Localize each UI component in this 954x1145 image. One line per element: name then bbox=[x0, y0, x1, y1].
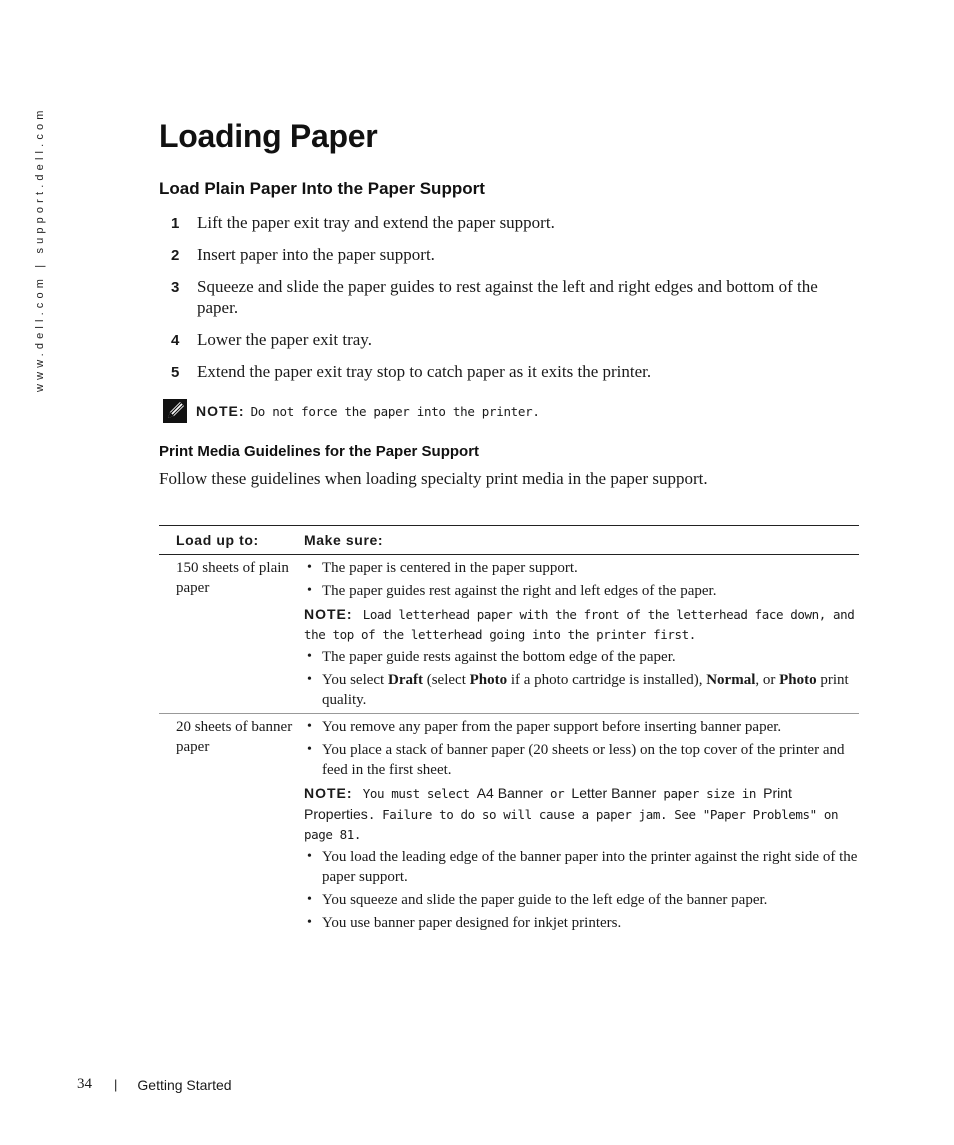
table-note: NOTE: You must select A4 Banner or Letter Banner paper size in Print Properties. Failure to do so will cause a paper jam. See "Paper Problems" on page 81. bbox=[304, 785, 839, 842]
make-sure-cell bbox=[304, 558, 859, 713]
step-number: 2 bbox=[171, 247, 180, 264]
note-pencil-icon bbox=[163, 399, 187, 423]
load-cell: 20 sheets of banner paper bbox=[176, 719, 293, 755]
section-name: Getting Started bbox=[137, 1076, 232, 1093]
list-item: • The paper is centered in the paper support. bbox=[304, 558, 859, 578]
side-url: www.dell.com | support.dell.com bbox=[34, 106, 46, 392]
subheading: Print Media Guidelines for the Paper Support bbox=[159, 443, 480, 460]
note-label: NOTE: bbox=[196, 403, 245, 419]
step-text: Extend the paper exit tray stop to catch paper as it exits the printer. bbox=[197, 362, 652, 381]
step-number: 1 bbox=[171, 215, 180, 232]
intro-paragraph: Follow these guidelines when loading specialty print media in the paper support. bbox=[159, 469, 708, 488]
note-label: NOTE: bbox=[304, 785, 353, 801]
list-item: • You squeeze and slide the paper guide to the left edge of the banner paper. bbox=[304, 890, 859, 910]
step-text: Lift the paper exit tray and extend the paper support. bbox=[197, 213, 555, 232]
list-item: • You place a stack of banner paper (20 sheets or less) on the top cover of the printer and feed in the first sheet. bbox=[304, 740, 859, 780]
step-4 bbox=[171, 329, 861, 350]
list-item: • You select Draft (select Photo if a photo cartridge is installed), Normal, or Photo print quality. bbox=[304, 670, 859, 710]
note-text: Load letterhead paper with the front of the letterhead face down, and the top of the letterhead going into the printer first. bbox=[304, 607, 855, 642]
header-make-sure: Make sure: bbox=[304, 532, 384, 548]
table-note bbox=[304, 604, 859, 645]
step-2 bbox=[171, 244, 861, 265]
step-number: 5 bbox=[171, 364, 180, 381]
table-row bbox=[159, 555, 859, 714]
table-row bbox=[159, 714, 859, 936]
list-item: • You remove any paper from the paper support before inserting banner paper. bbox=[304, 717, 859, 737]
list-item: • You use banner paper designed for inkjet printers. bbox=[304, 913, 859, 933]
step-1 bbox=[171, 212, 861, 233]
note-label: NOTE: bbox=[304, 606, 353, 622]
header-load: Load up to: bbox=[176, 532, 259, 548]
step-number: 3 bbox=[171, 279, 180, 296]
guidelines-table bbox=[159, 525, 859, 936]
step-5 bbox=[171, 361, 861, 382]
list-item: • The paper guides rest against the right and left edges of the paper. bbox=[304, 581, 859, 601]
step-3 bbox=[171, 276, 861, 318]
list-item: • The paper guide rests against the bottom edge of the paper. bbox=[304, 647, 859, 667]
make-sure-cell bbox=[304, 717, 859, 936]
step-text: Lower the paper exit tray. bbox=[197, 330, 372, 349]
page-title: Loading Paper bbox=[159, 118, 378, 154]
step-text: Insert paper into the paper support. bbox=[197, 245, 435, 264]
table-header bbox=[159, 525, 859, 555]
step-text: Squeeze and slide the paper guides to rest against the left and right edges and bottom of the paper. bbox=[197, 277, 818, 317]
page-number: 34 bbox=[77, 1076, 92, 1092]
note-text: Do not force the paper into the printer. bbox=[250, 403, 540, 419]
list-item: • You load the leading edge of the banner paper into the printer against the right side of the paper support. bbox=[304, 847, 859, 887]
steps-list bbox=[171, 212, 861, 393]
section-heading: Load Plain Paper Into the Paper Support bbox=[159, 179, 485, 198]
step-number: 4 bbox=[171, 332, 180, 349]
page-footer bbox=[77, 1076, 232, 1093]
note-block bbox=[163, 399, 540, 423]
footer-separator: | bbox=[114, 1077, 118, 1092]
load-cell: 150 sheets of plain paper bbox=[176, 560, 289, 596]
